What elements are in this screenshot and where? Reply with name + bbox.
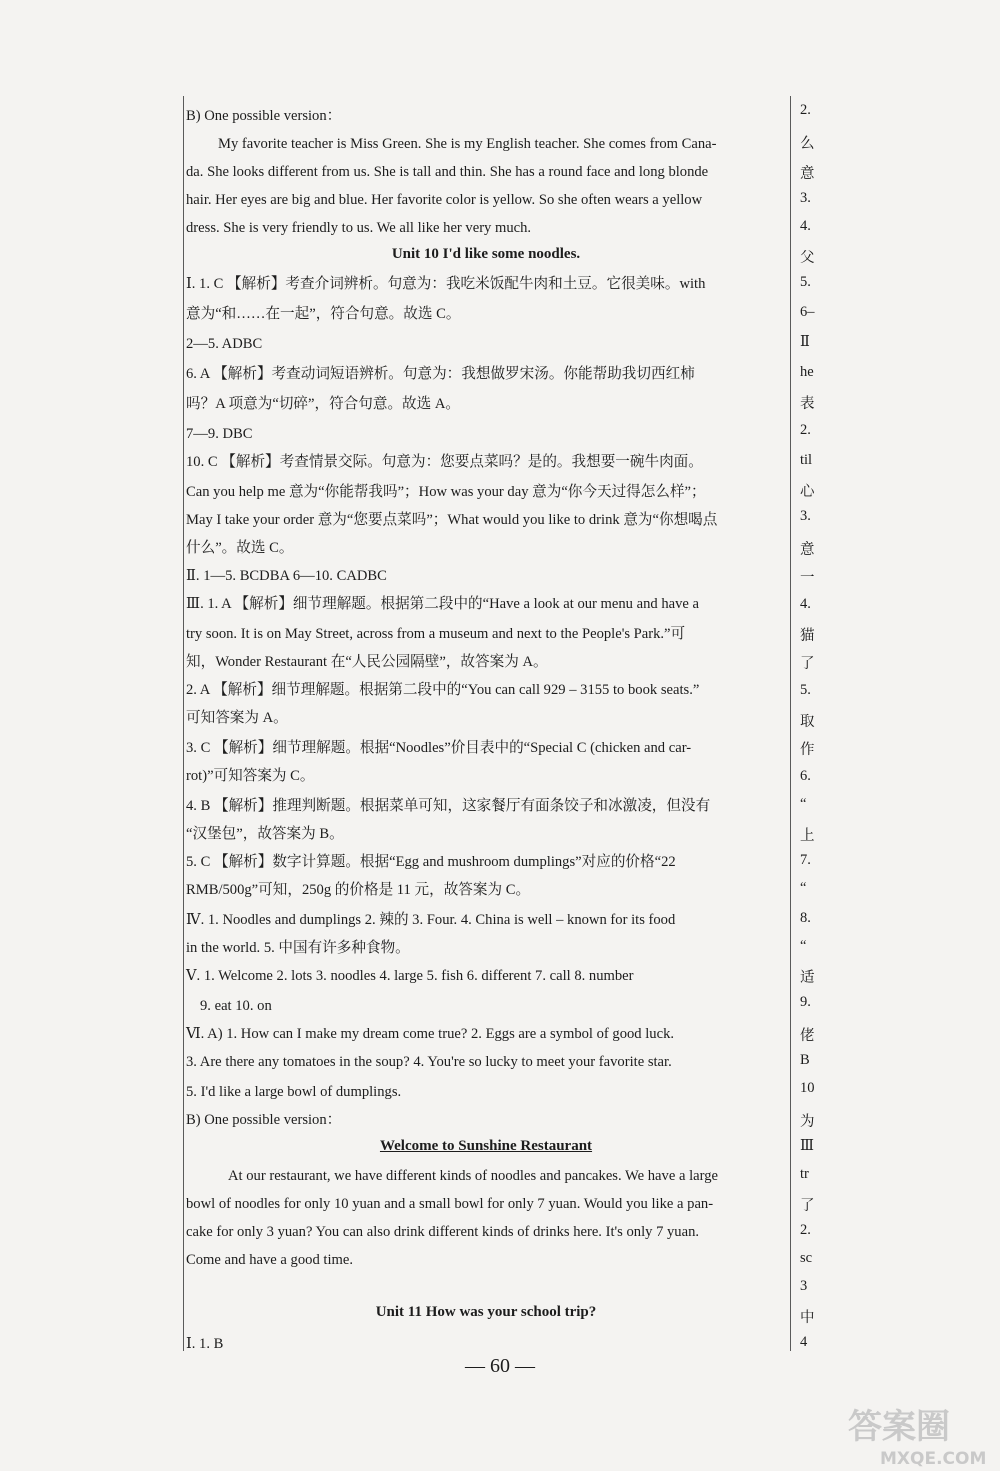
text-line: My favorite teacher is Miss Green. She is my English teacher. She comes from Cana- [218, 136, 717, 152]
margin-fragment: 适 [800, 970, 815, 986]
page-number: — 60 — [465, 1355, 535, 1377]
margin-fragment: 为 [800, 1114, 815, 1130]
text-line: B) One possible version： [186, 1112, 342, 1128]
margin-fragment: B [800, 1052, 810, 1068]
text-line: 2. A 【解析】细节理解题。根据第二段中的“You can call 929 – 3155 to book seats.” [186, 682, 700, 698]
text-line: “汉堡包”，故答案为 B。 [186, 826, 344, 842]
text-line: Can you help me 意为“你能帮我吗”；How was your day 意为“你今天过得怎么样”； [186, 484, 706, 500]
margin-fragment: 意 [800, 542, 815, 558]
margin-fragment: 8. [800, 910, 811, 926]
text-line: 知，Wonder Restaurant 在“人民公园隔壁”，故答案为 A。 [186, 654, 548, 670]
left-column-rule [183, 96, 184, 1351]
text-line: in the world. 5. 中国有许多种食物。 [186, 940, 410, 956]
margin-fragment: 2. [800, 1222, 811, 1238]
text-line: bowl of noodles for only 10 yuan and a small bowl for only 7 yuan. Would you like a pan- [186, 1196, 714, 1212]
text-line: May I take your order 意为“您要点菜吗”；What would you like to drink 意为“你想喝点 [186, 512, 718, 528]
text-line: 9. eat 10. on [200, 998, 272, 1014]
margin-fragment: 上 [800, 828, 815, 844]
margin-fragment: 5. [800, 274, 811, 290]
margin-fragment: 中 [800, 1310, 815, 1326]
unit-heading: Unit 10 I'd like some noodles. [391, 246, 581, 262]
watermark-text-bottom: MXQE.COM [880, 1449, 987, 1469]
text-line: 意为“和……在一起”，符合句意。故选 C。 [186, 306, 461, 322]
margin-fragment: 2. [800, 422, 811, 438]
margin-fragment: he [800, 364, 814, 380]
text-line: 5. I'd like a large bowl of dumplings. [186, 1084, 402, 1100]
text-line: 7—9. DBC [186, 426, 253, 442]
essay-title: Welcome to Sunshine Restaurant [379, 1138, 593, 1154]
text-line: Ⅱ. 1—5. BCDBA 6—10. CADBC [186, 568, 387, 584]
text-line: Ⅰ. 1. B [186, 1336, 224, 1352]
right-column-rule [790, 96, 791, 1351]
text-line: 4. B 【解析】推理判断题。根据菜单可知，这家餐厅有面条饺子和冰激凌，但没有 [186, 798, 711, 814]
margin-fragment: 取 [800, 714, 815, 730]
margin-fragment: 么 [800, 136, 815, 152]
margin-fragment: sc [800, 1250, 813, 1266]
text-line: At our restaurant, we have different kinds of noodles and pancakes. We have a large [228, 1168, 718, 1184]
text-line: rot)”可知答案为 C。 [186, 768, 315, 784]
text-line: Ⅵ. A) 1. How can I make my dream come true? 2. Eggs are a symbol of good luck. [186, 1026, 675, 1042]
margin-fragment: 4. [800, 596, 811, 612]
margin-fragment: 作 [800, 742, 815, 758]
margin-fragment: 6. [800, 768, 811, 784]
margin-fragment: 一 [800, 570, 815, 586]
margin-fragment: 2. [800, 102, 811, 118]
margin-fragment: 10 [800, 1080, 815, 1096]
text-line: cake for only 3 yuan? You can also drink different kinds of drinks here. It's only 7 yuan. [186, 1224, 700, 1240]
text-line: Ⅲ. 1. A 【解析】细节理解题。根据第二段中的“Have a look at our menu and have a [186, 596, 700, 612]
margin-fragment: tr [800, 1166, 809, 1182]
text-line: Ⅰ. 1. C 【解析】考查介词辨析。句意为：我吃米饭配牛肉和土豆。它很美味。with [186, 276, 706, 292]
text-line: da. She looks different from us. She is tall and thin. She has a round face and long blonde [186, 164, 709, 180]
text-line: 10. C 【解析】考查情景交际。句意为：您要点菜吗？是的。我想要一碗牛肉面。 [186, 454, 703, 470]
text-line: 吗？A 项意为“切碎”，符合句意。故选 A。 [186, 396, 461, 412]
text-line: dress. She is very friendly to us. We all like her very much. [186, 220, 532, 236]
margin-fragment: 表 [800, 396, 815, 412]
margin-fragment: 3. [800, 190, 811, 206]
margin-fragment: 心 [800, 484, 815, 500]
text-line: Ⅴ. 1. Welcome 2. lots 3. noodles 4. large 5. fish 6. different 7. call 8. number [186, 968, 634, 984]
text-line: 什么”。故选 C。 [186, 540, 294, 556]
margin-fragment: 了 [800, 1198, 815, 1214]
margin-fragment: 4 [800, 1334, 808, 1350]
margin-fragment: 7. [800, 852, 811, 868]
text-line: Come and have a good time. [186, 1252, 353, 1268]
margin-fragment: 父 [800, 250, 815, 266]
margin-fragment: 4. [800, 218, 811, 234]
text-line: 6. A 【解析】考查动词短语辨析。句意为：我想做罗宋汤。你能帮助我切西红柿 [186, 366, 695, 382]
margin-fragment: til [800, 452, 813, 468]
text-line: B) One possible version： [186, 108, 342, 124]
margin-fragment: Ⅱ [800, 334, 810, 350]
margin-fragment: “ [800, 796, 807, 812]
text-line: RMB/500g”可知，250g 的价格是 11 元，故答案为 C。 [186, 882, 531, 898]
margin-fragment: “ [800, 938, 807, 954]
text-line: 可知答案为 A。 [186, 710, 288, 726]
text-line: 2—5. ADBC [186, 336, 263, 352]
margin-fragment: 3 [800, 1278, 808, 1294]
watermark-text-top: 答案圈 [848, 1407, 950, 1447]
text-line: 3. C 【解析】细节理解题。根据“Noodles”价目表中的“Special C (chicken and car- [186, 740, 692, 756]
watermark-logo [840, 1400, 995, 1470]
margin-fragment: 猫 [800, 628, 815, 644]
margin-fragment: 9. [800, 994, 811, 1010]
margin-fragment: 5. [800, 682, 811, 698]
text-line: 5. C 【解析】数字计算题。根据“Egg and mushroom dumplings”对应的价格“22 [186, 854, 676, 870]
text-line: 3. Are there any tomatoes in the soup? 4. You're so lucky to meet your favorite star. [186, 1054, 672, 1070]
text-line: try soon. It is on May Street, across from a museum and next to the People's Park.”可 [186, 626, 686, 642]
margin-fragment: 佬 [800, 1028, 815, 1044]
unit-heading: Unit 11 How was your school trip? [375, 1304, 597, 1320]
margin-fragment: “ [800, 880, 807, 896]
text-line: hair. Her eyes are big and blue. Her favorite color is yellow. So she often wears a yellow [186, 192, 703, 208]
margin-fragment: 6– [800, 304, 815, 320]
margin-fragment: 3. [800, 508, 811, 524]
margin-fragment: 意 [800, 166, 815, 182]
text-line: Ⅳ. 1. Noodles and dumplings 2. 辣的 3. Four. 4. China is well – known for its food [186, 912, 676, 928]
margin-fragment: Ⅲ [800, 1138, 814, 1154]
margin-fragment: 了 [800, 656, 815, 672]
